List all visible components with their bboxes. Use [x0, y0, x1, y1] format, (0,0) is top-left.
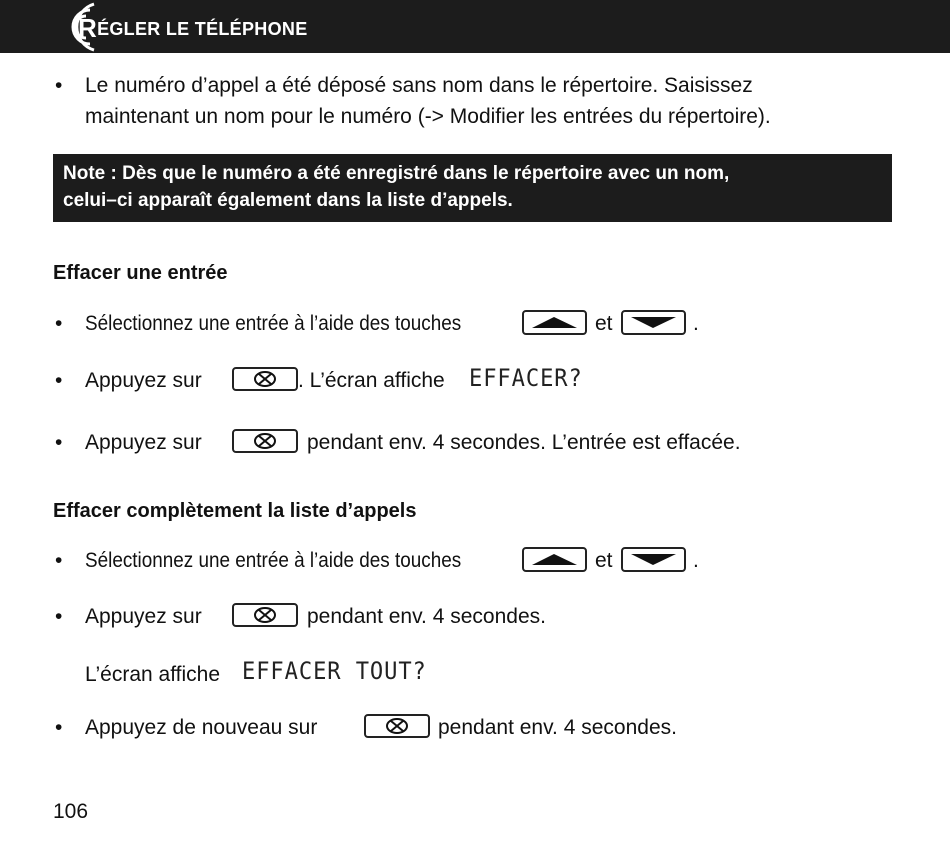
intro-line-2: maintenant un nom pour le numéro (-> Modifier les entrées du répertoire). [85, 105, 771, 128]
intro-bullet: • [55, 74, 63, 97]
step-suffix: pendant env. 4 secondes. [438, 716, 677, 739]
period-text: . [693, 312, 699, 335]
bullet: • [55, 716, 63, 739]
step-prefix: Appuyez sur [85, 431, 202, 454]
delete-key-icon [232, 603, 298, 627]
page-number: 106 [53, 800, 89, 823]
section-heading-delete-list: Effacer complètement la liste d’appels [53, 500, 417, 522]
step-mid: . L’écran affiche [298, 369, 445, 392]
bullet: • [55, 605, 63, 628]
intro-line-1: Le numéro d’appel a été déposé sans nom dans le répertoire. Saisissez [85, 74, 753, 97]
delete-key-icon [232, 367, 298, 391]
note-line-1: Note : Dès que le numéro a été enregistré dans le répertoire avec un nom, [63, 163, 730, 184]
page-title-rest: ÉGLER LE TÉLÉPHONE [97, 19, 308, 39]
delete-key-icon [232, 429, 298, 453]
delete-key-icon [364, 714, 430, 738]
down-arrow-key-icon [621, 547, 686, 572]
step-suffix: pendant env. 4 secondes. L’entrée est effacée. [307, 431, 741, 454]
and-text: et [595, 549, 613, 572]
section-heading-delete-entry: Effacer une entrée [53, 262, 228, 284]
bullet: • [55, 549, 63, 572]
note-line-2: celui–ci apparaît également dans la liste d’appels. [63, 190, 513, 211]
note-box [53, 154, 892, 222]
bullet: • [55, 369, 63, 392]
bullet: • [55, 431, 63, 454]
lcd-display-text: EFFACER? [469, 364, 583, 392]
step-prefix: Appuyez de nouveau sur [85, 716, 318, 739]
step-text: Sélectionnez une entrée à l’aide des touches [85, 549, 462, 572]
period-text: . [693, 549, 699, 572]
up-arrow-key-icon [522, 547, 587, 572]
lcd-display-text: EFFACER TOUT? [242, 657, 427, 685]
up-arrow-key-icon [522, 310, 587, 335]
step-text: Sélectionnez une entrée à l’aide des touches [85, 312, 462, 335]
page-title-initial: R [78, 13, 98, 43]
step-prefix: Appuyez sur [85, 605, 202, 628]
down-arrow-key-icon [621, 310, 686, 335]
and-text: et [595, 312, 613, 335]
page-title [78, 13, 308, 44]
step-prefix: Appuyez sur [85, 369, 202, 392]
step-suffix: pendant env. 4 secondes. [307, 605, 546, 628]
display-prefix: L’écran affiche [85, 663, 221, 686]
bullet: • [55, 312, 63, 335]
page-header [0, 0, 950, 53]
